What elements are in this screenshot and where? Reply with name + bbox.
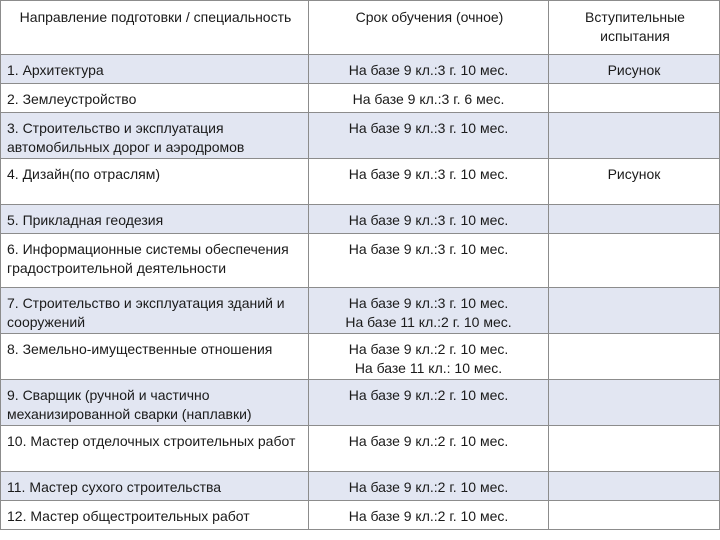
exam-cell xyxy=(549,84,720,113)
duration-cell xyxy=(309,55,549,84)
duration-cell xyxy=(309,288,549,334)
duration-line: На базе 9 кл.:2 г. 10 мес. xyxy=(348,508,509,524)
duration-cell xyxy=(309,426,549,472)
duration-cell xyxy=(309,205,549,234)
duration-cell xyxy=(309,501,549,530)
duration-line: На базе 11 кл.: 10 мес. xyxy=(354,360,503,376)
specialty-cell: 12. Мастер общестроительных работ xyxy=(1,501,309,530)
duration-line: На базе 9 кл.:3 г. 10 мес. xyxy=(348,212,509,228)
specialty-cell: 8. Земельно-имущественные отношения xyxy=(1,334,309,380)
table-row xyxy=(1,472,720,501)
table-body xyxy=(1,55,720,530)
exam-cell xyxy=(549,501,720,530)
duration-line: На базе 9 кл.:3 г. 10 мес. xyxy=(348,166,509,182)
duration-line: На базе 9 кл.:3 г. 10 мес. xyxy=(348,120,509,136)
duration-cell xyxy=(309,84,549,113)
table-row xyxy=(1,501,720,530)
duration-line: На базе 9 кл.:2 г. 10 мес. xyxy=(348,433,509,449)
specialty-cell: 4. Дизайн(по отраслям) xyxy=(1,159,309,205)
duration-line: На базе 9 кл.:3 г. 10 мес. xyxy=(348,241,509,257)
exam-cell: Рисунок xyxy=(549,55,720,84)
exam-cell xyxy=(549,334,720,380)
table-row xyxy=(1,380,720,426)
specialty-cell: 5. Прикладная геодезия xyxy=(1,205,309,234)
exam-cell xyxy=(549,380,720,426)
table-row xyxy=(1,334,720,380)
duration-line: На базе 9 кл.:2 г. 10 мес. xyxy=(348,479,509,495)
table-row xyxy=(1,288,720,334)
duration-line: На базе 9 кл.:2 г. 10 мес. xyxy=(348,341,509,357)
header-specialty: Направление подготовки / специальность xyxy=(1,1,309,55)
table-row xyxy=(1,55,720,84)
table-row xyxy=(1,234,720,288)
duration-cell xyxy=(309,234,549,288)
table-row xyxy=(1,113,720,159)
table-row xyxy=(1,84,720,113)
table-row xyxy=(1,205,720,234)
header-exams: Вступительные испытания xyxy=(549,1,720,55)
duration-cell xyxy=(309,380,549,426)
specialty-cell: 11. Мастер сухого строительства xyxy=(1,472,309,501)
specialty-cell: 7. Строительство и эксплуатация зданий и сооружений xyxy=(1,288,309,334)
specialty-cell: 9. Сварщик (ручной и частично механизированной сварки (наплавки) xyxy=(1,380,309,426)
exam-cell xyxy=(549,426,720,472)
header-row xyxy=(1,1,720,55)
duration-cell xyxy=(309,334,549,380)
table-row xyxy=(1,159,720,205)
duration-cell xyxy=(309,159,549,205)
specialty-cell: 3. Строительство и эксплуатация автомобильных дорог и аэродромов xyxy=(1,113,309,159)
specialty-cell: 2. Землеустройство xyxy=(1,84,309,113)
specialty-cell: 10. Мастер отделочных строительных работ xyxy=(1,426,309,472)
specialty-cell: 6. Информационные системы обеспечения градостроительной деятельности xyxy=(1,234,309,288)
duration-line: На базе 9 кл.:2 г. 10 мес. xyxy=(348,387,509,403)
exam-cell xyxy=(549,472,720,501)
table-row xyxy=(1,426,720,472)
duration-cell xyxy=(309,113,549,159)
header-duration: Срок обучения (очное) xyxy=(309,1,549,55)
exam-cell xyxy=(549,288,720,334)
duration-line: На базе 9 кл.:3 г. 10 мес. xyxy=(348,295,509,311)
duration-line: На базе 9 кл.:3 г. 6 мес. xyxy=(352,91,505,107)
exam-cell xyxy=(549,234,720,288)
specialty-cell: 1. Архитектура xyxy=(1,55,309,84)
duration-cell xyxy=(309,472,549,501)
exam-cell xyxy=(549,113,720,159)
duration-line: На базе 9 кл.:3 г. 10 мес. xyxy=(348,62,509,78)
exam-cell: Рисунок xyxy=(549,159,720,205)
exam-cell xyxy=(549,205,720,234)
duration-line: На базе 11 кл.:2 г. 10 мес. xyxy=(345,314,512,330)
